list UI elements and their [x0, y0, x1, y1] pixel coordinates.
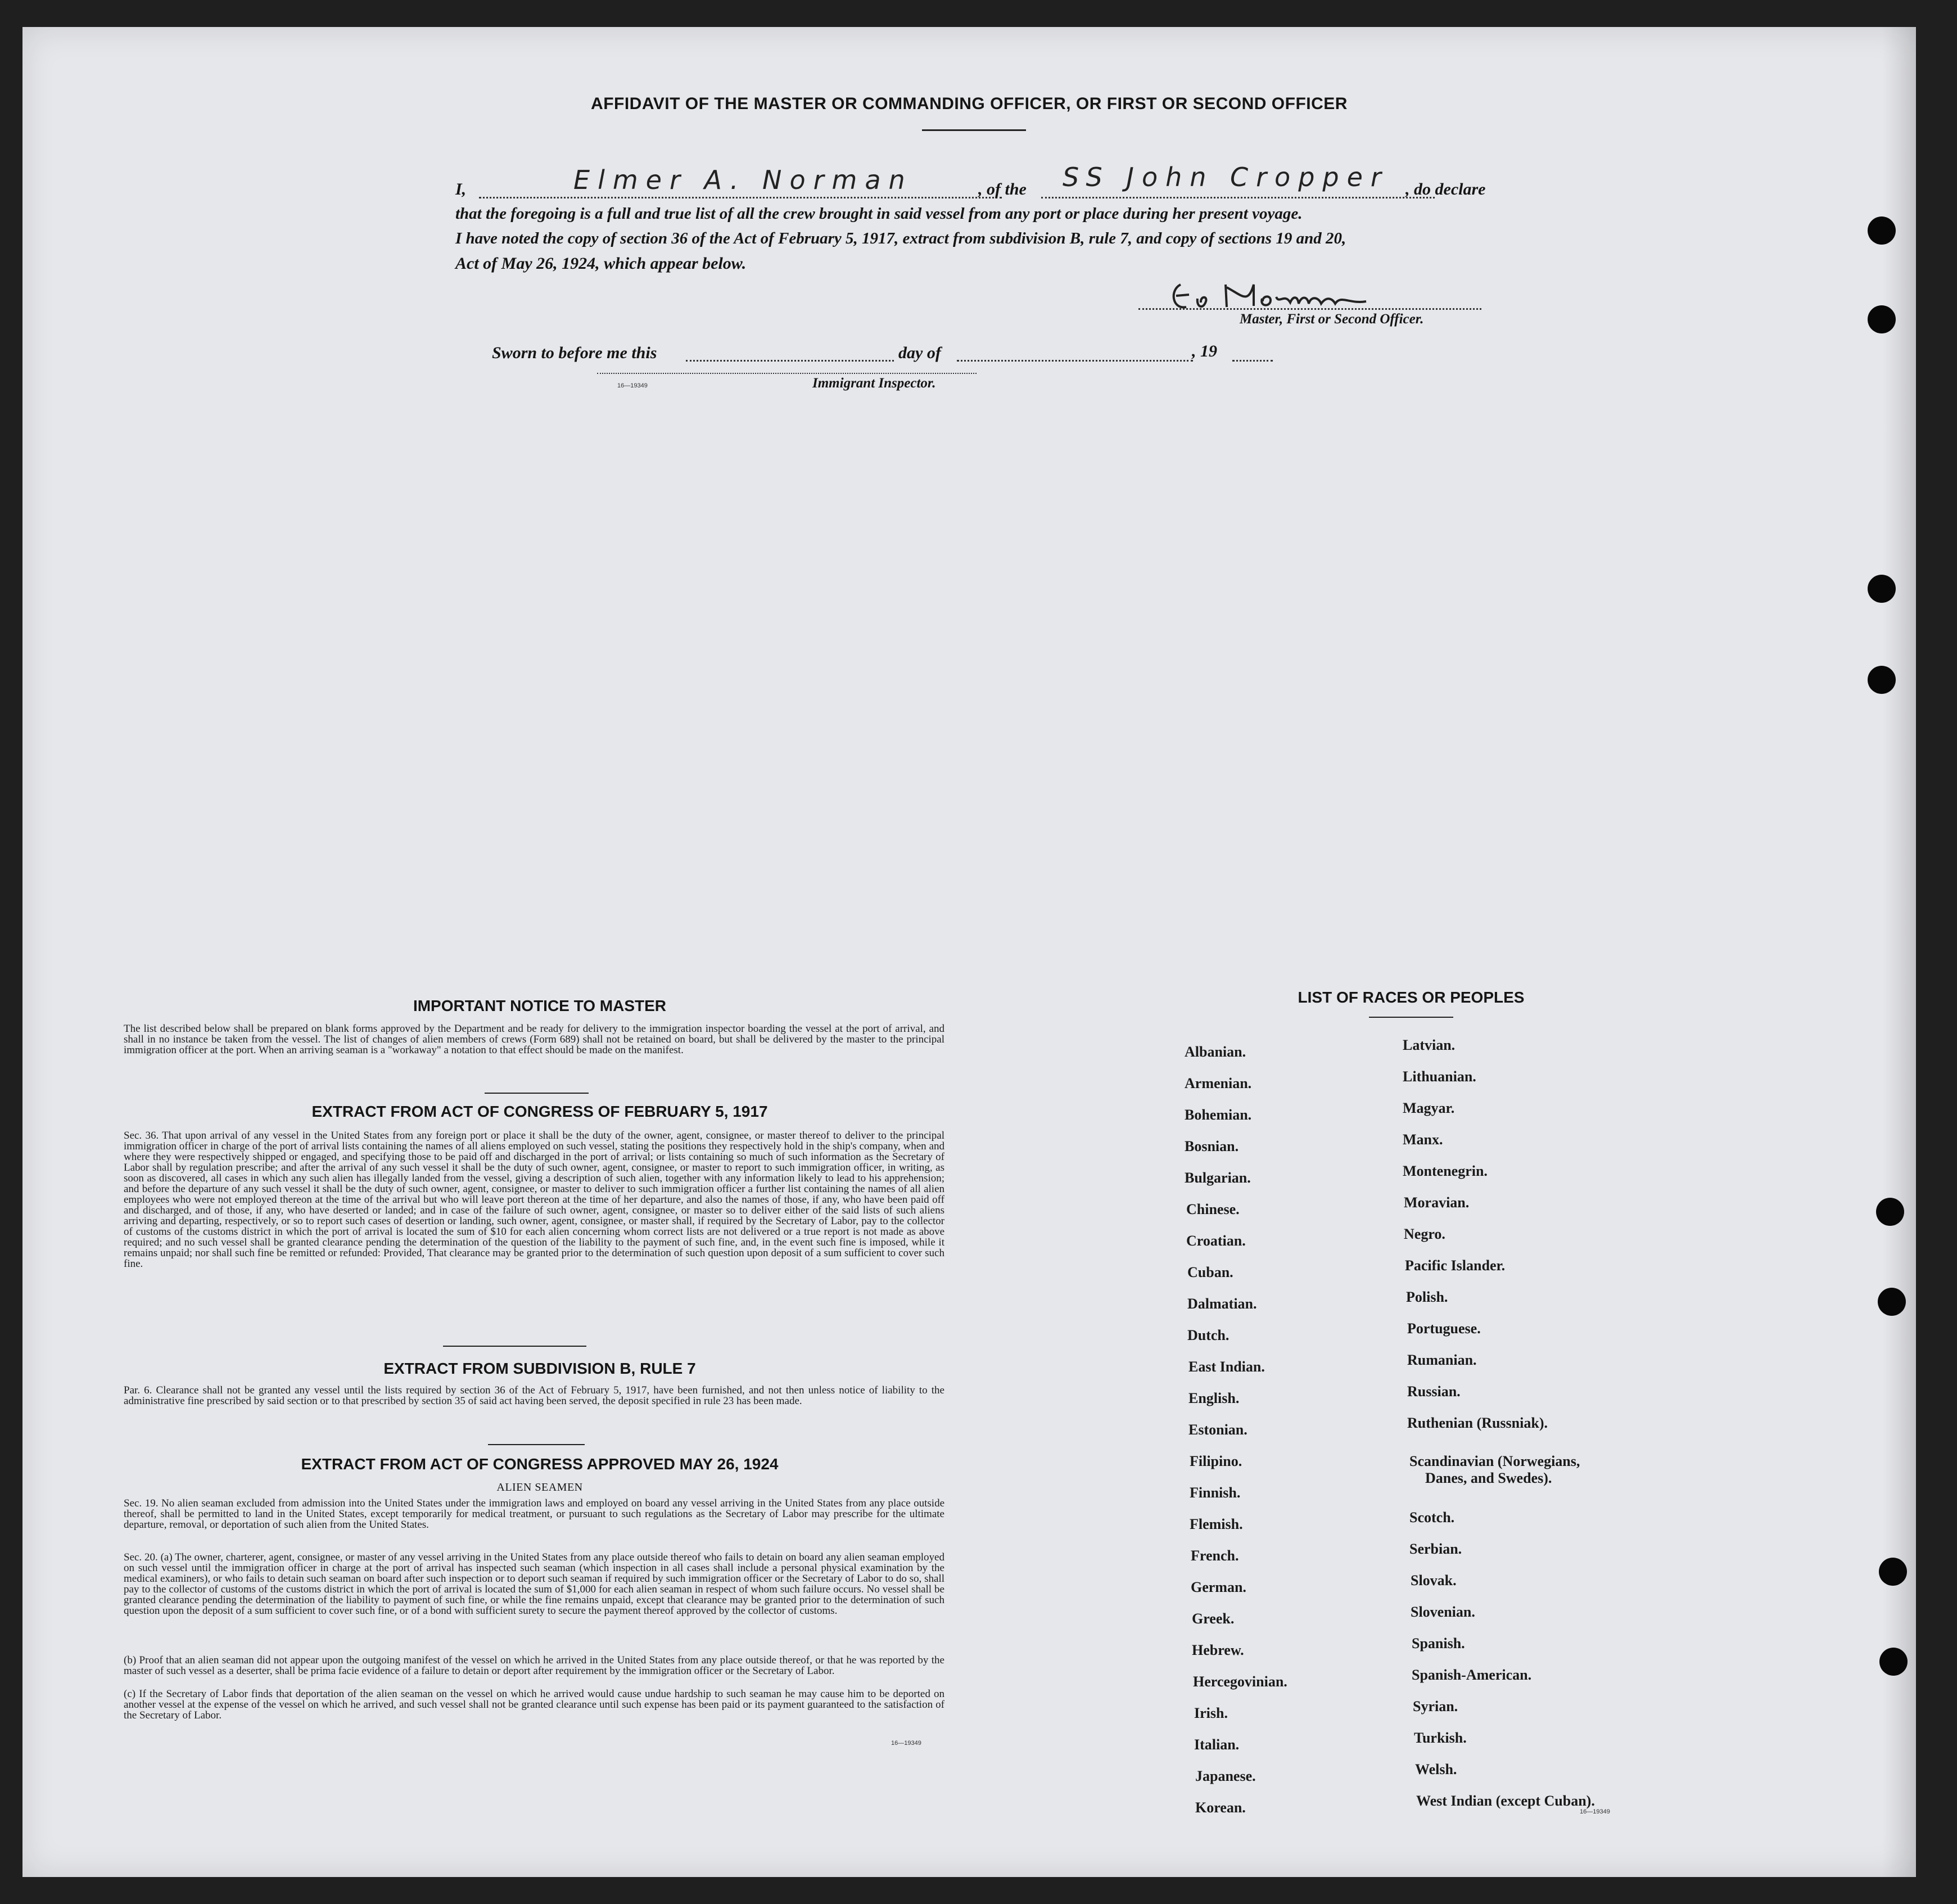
races-underline [1369, 1017, 1453, 1018]
signature-label: Master, First or Second Officer. [1240, 312, 1424, 327]
declaration-prefix: I, [455, 180, 467, 198]
race-item: Bosnian. [1185, 1138, 1239, 1154]
punch-hole [1879, 1558, 1907, 1586]
race-item: Montenegrin. [1403, 1163, 1488, 1179]
declaration-line-2: that the foregoing is a full and true list of all the crew brought in said vessel from any port or place during her present voyage. [455, 205, 1303, 223]
race-item: Bohemian. [1185, 1107, 1252, 1123]
sworn-year: , 19 [1192, 342, 1217, 360]
race-item: Negro. [1404, 1226, 1445, 1242]
extract-1917-title: EXTRACT FROM ACT OF CONGRESS OF FEBRUARY 5, 1917 [311, 1103, 768, 1120]
race-item: French. [1191, 1547, 1239, 1564]
rule7-title: EXTRACT FROM SUBDIVISION B, RULE 7 [383, 1360, 696, 1377]
document-sheet [22, 27, 1916, 1877]
race-item: Ruthenian (Russniak). [1407, 1415, 1548, 1431]
punch-hole [1878, 1288, 1906, 1316]
affidavit-title: AFFIDAVIT OF THE MASTER OR COMMANDING OFFICER, OR FIRST OR SECOND OFFICER [591, 94, 1348, 113]
rule7-text: Par. 6. Clearance shall not be granted any vessel until the lists required by section 36 of the Act of February 5, 1917, have been furnished, and not then unless notice of liability to the administrative fine prescribed by said section or to that prescribed by section 35 of said act having been served, the deposit specified in rule 23 has been made. [124, 1384, 944, 1407]
race-item: Manx. [1403, 1131, 1443, 1148]
punch-hole [1868, 666, 1896, 694]
notice-text: The list described below shall be prepared on blank forms approved by the Department and be ready for delivery to the immigration inspector boarding the vessel at the port of arrival, and shall in no instance be taken from the vessel. The list of changes of alien members of crews (Form 689) shall not be retained on board, but shall be delivered by the master to the principal immigration officer at the port. When an arriving seaman is a "workaway" a notation to that effect should be made on the manifest. [124, 1023, 944, 1056]
punch-hole [1879, 1648, 1908, 1676]
race-item: Syrian. [1413, 1698, 1458, 1714]
race-item: Slovenian. [1411, 1604, 1475, 1620]
race-item: Finnish. [1190, 1485, 1241, 1501]
extract-1917-text: Sec. 36. That upon arrival of any vessel in the United States from any foreign port or place it shall be the duty of the owner, agent, consignee, or master thereof to deliver to the principal immigration officer in charge of the port of arrival lists containing the names of all aliens employed on such vessel, stating the positions they respectively hold in the ship's company, when and where they were respectively shipped or engaged, and specifying those to be paid off and discharged in the port of arrival; or lists containing so much of such information as the Secretary of Labor shall by regulation prescribe; and after the arrival of any such vessel it shall be the duty of such owner, agent, consignee, or master to report to such immigration officer, in writing, as soon as discovered, all cases in which any such alien has illegally landed from the vessel, giving a description of such alien, together with any information likely to lead to his apprehension; and before the departure of any such vessel it shall be the duty of such owner, agent, consignee, or master to deliver to such immigration officer a further list containing the names of all alien employees who were not employed thereon at the time of the arrival but who will leave port thereon at the time of her departure, and also the names of those, if any, who have been paid off and discharged, and of those, if any, who have deserted or landed; and in case of the failure of such owner, agent, consignee, or master so to deliver either of the said lists of such aliens arriving and departing, respectively, or so to report such cases of desertion or landing, such owner, agent, consignee, or master shall, if required by the Secretary of Labor, pay to the collector of customs of the customs district in which the port of arrival is located the sum of $10 for each alien concerning whom correct lists are not delivered or a true report is not made as above required; and no such vessel shall be granted clearance pending the determination of the question of the liability to the payment of such fine, and, in the event such fine is imposed, while it remains unpaid; nor shall such fine be remitted or refunded: Provided, That clearance may be granted prior to the determination of such question upon deposit of a sum sufficient to cover such fine. [124, 1130, 944, 1270]
race-item: Dutch. [1187, 1327, 1230, 1343]
declaration-suffix: , do declare [1405, 180, 1486, 198]
race-item: Italian. [1194, 1736, 1240, 1753]
race-item: Moravian. [1404, 1194, 1470, 1211]
rule7-divider [488, 1444, 585, 1445]
punch-hole [1868, 305, 1896, 333]
vessel-name-handwritten: SS John Cropper [1063, 162, 1389, 192]
race-item: Slovak. [1411, 1572, 1457, 1589]
race-item: Greek. [1192, 1610, 1235, 1627]
race-item: Irish. [1194, 1705, 1228, 1721]
sworn-prefix: Sworn to before me this [492, 344, 657, 362]
race-item: Scandinavian (Norwegians, [1409, 1453, 1580, 1469]
notice-title: IMPORTANT NOTICE TO MASTER [413, 997, 667, 1014]
race-item: Scotch. [1409, 1509, 1455, 1526]
race-item: Turkish. [1414, 1730, 1467, 1746]
race-item: East Indian. [1188, 1359, 1265, 1375]
punch-hole [1868, 575, 1896, 603]
race-item: Japanese. [1195, 1768, 1256, 1784]
race-item: Portuguese. [1407, 1320, 1481, 1337]
sworn-year-line [1232, 360, 1273, 362]
sworn-day-line [686, 360, 894, 362]
race-item: Croatian. [1186, 1233, 1246, 1249]
inspector-line [597, 373, 977, 374]
race-item: Estonian. [1188, 1422, 1248, 1438]
race-item: Hercegovinian. [1193, 1673, 1287, 1690]
race-item: Russian. [1407, 1383, 1461, 1400]
race-item: German. [1191, 1579, 1246, 1595]
extract-1917-divider [443, 1346, 586, 1347]
race-item: Spanish-American. [1412, 1667, 1532, 1683]
race-item: Flemish. [1190, 1516, 1243, 1532]
race-item: Lithuanian. [1403, 1068, 1476, 1085]
race-item: Pacific Islander. [1405, 1257, 1506, 1274]
race-item: Dalmatian. [1187, 1296, 1257, 1312]
race-item: Polish. [1406, 1289, 1448, 1305]
race-item: Spanish. [1412, 1635, 1465, 1652]
race-item: Rumanian. [1407, 1352, 1477, 1368]
notice-divider [485, 1093, 589, 1094]
extract-1924-title: EXTRACT FROM ACT OF CONGRESS APPROVED MAY 26, 1924 [301, 1455, 779, 1473]
race-item: Latvian. [1403, 1037, 1456, 1053]
form-number-races: 16—19349 [1580, 1808, 1610, 1815]
race-item: Welsh. [1415, 1761, 1457, 1777]
race-item: Cuban. [1187, 1264, 1233, 1280]
alien-seamen-subtitle: ALIEN SEAMEN [496, 1481, 583, 1494]
race-item: Serbian. [1409, 1541, 1462, 1557]
extract-1924-sec19: Sec. 19. No alien seaman excluded from admission into the United States under the immigration laws and employed on board any vessel arriving in the United States from any place outside thereof, shall be permitted to land in the United States, except temporarily for medical treatment, or pursuant to such regulations as the Secretary of Labor may prescribe for the ultimate departure, removal, or deportation of such alien from the United States. [124, 1497, 944, 1531]
punch-hole [1868, 216, 1896, 245]
vessel-line [1041, 197, 1435, 198]
signature-line [1138, 308, 1481, 310]
form-number-top: 16—19349 [617, 382, 648, 389]
race-item: Chinese. [1186, 1201, 1240, 1217]
race-item-continuation: Danes, and Swedes). [1425, 1470, 1552, 1486]
extract-1924-sec20a: Sec. 20. (a) The owner, charterer, agent, consignee, or master of any vessel arriving in the United States from any place outside thereof who fails to detain on board any alien seaman employed on such vessel until the immigration officer in charge at the port of arrival has inspected such seaman (which inspection in all cases shall include a personal physical examination by the medical examiners), or who fails to detain such seaman on board after such inspection or to deport such seaman if required by such immigration officer or the Secretary of Labor to do so, shall pay to the collector of customs of the customs district in which the port of arrival is located the sum of $1,000 for each alien seaman in respect of whom such failure occurs. No vessel shall be granted clearance pending the determination of the liability to payment of such fine, or while the fine remains unpaid, except that clearance may be granted prior to the determination of such question upon the deposit of a sum sufficient to cover such fine, or of a bond with sufficient surety to secure the payment thereof approved by the collector of customs. [124, 1551, 944, 1617]
race-item: English. [1188, 1390, 1240, 1406]
race-item: Korean. [1195, 1799, 1246, 1816]
race-item: Bulgarian. [1185, 1170, 1251, 1186]
declarant-name-handwritten: Elmer A. Norman [573, 165, 913, 195]
name-line [479, 197, 1002, 198]
race-item: Magyar. [1403, 1100, 1455, 1116]
extract-1924-sec20c: (c) If the Secretary of Labor finds that deportation of the alien seaman on the vessel on which he arrived would cause undue hardship to such seaman he may cause him to be deported on another vessel at the expense of the vessel on which he arrived, and such vessel shall not be granted clearance until such expense has been paid or its payment guaranteed to the satisfaction of the Secretary of Labor. [124, 1688, 944, 1721]
form-number-extract: 16—19349 [891, 1740, 921, 1747]
declaration-line-3: I have noted the copy of section 36 of the Act of February 5, 1917, extract from subdivision B, rule 7, and copy of sections 19 and 20, [455, 229, 1346, 247]
race-item: Filipino. [1190, 1453, 1242, 1469]
inspector-label: Immigrant Inspector. [812, 376, 936, 391]
extract-1924-sec20b: (b) Proof that an alien seaman did not appear upon the outgoing manifest of the vessel on which he arrived in the United States from any place outside thereof, or that he was reported by the master of such vessel as a deserter, shall be prima facie evidence of a failure to detain or deport after requirement by the immigration officer or the Secretary of Labor. [124, 1654, 944, 1677]
race-item: Albanian. [1185, 1044, 1246, 1060]
sworn-month-line [957, 360, 1193, 362]
races-title: LIST OF RACES OR PEOPLES [1298, 989, 1525, 1006]
sworn-mid: day of [898, 344, 941, 362]
punch-hole [1876, 1198, 1904, 1226]
declaration-line-4: Act of May 26, 1924, which appear below. [455, 254, 747, 273]
title-underline [922, 129, 1026, 131]
race-item: Armenian. [1185, 1075, 1252, 1091]
race-item: Hebrew. [1192, 1642, 1244, 1658]
race-item: West Indian (except Cuban). [1416, 1793, 1595, 1809]
declaration-mid: , of the [978, 180, 1027, 198]
